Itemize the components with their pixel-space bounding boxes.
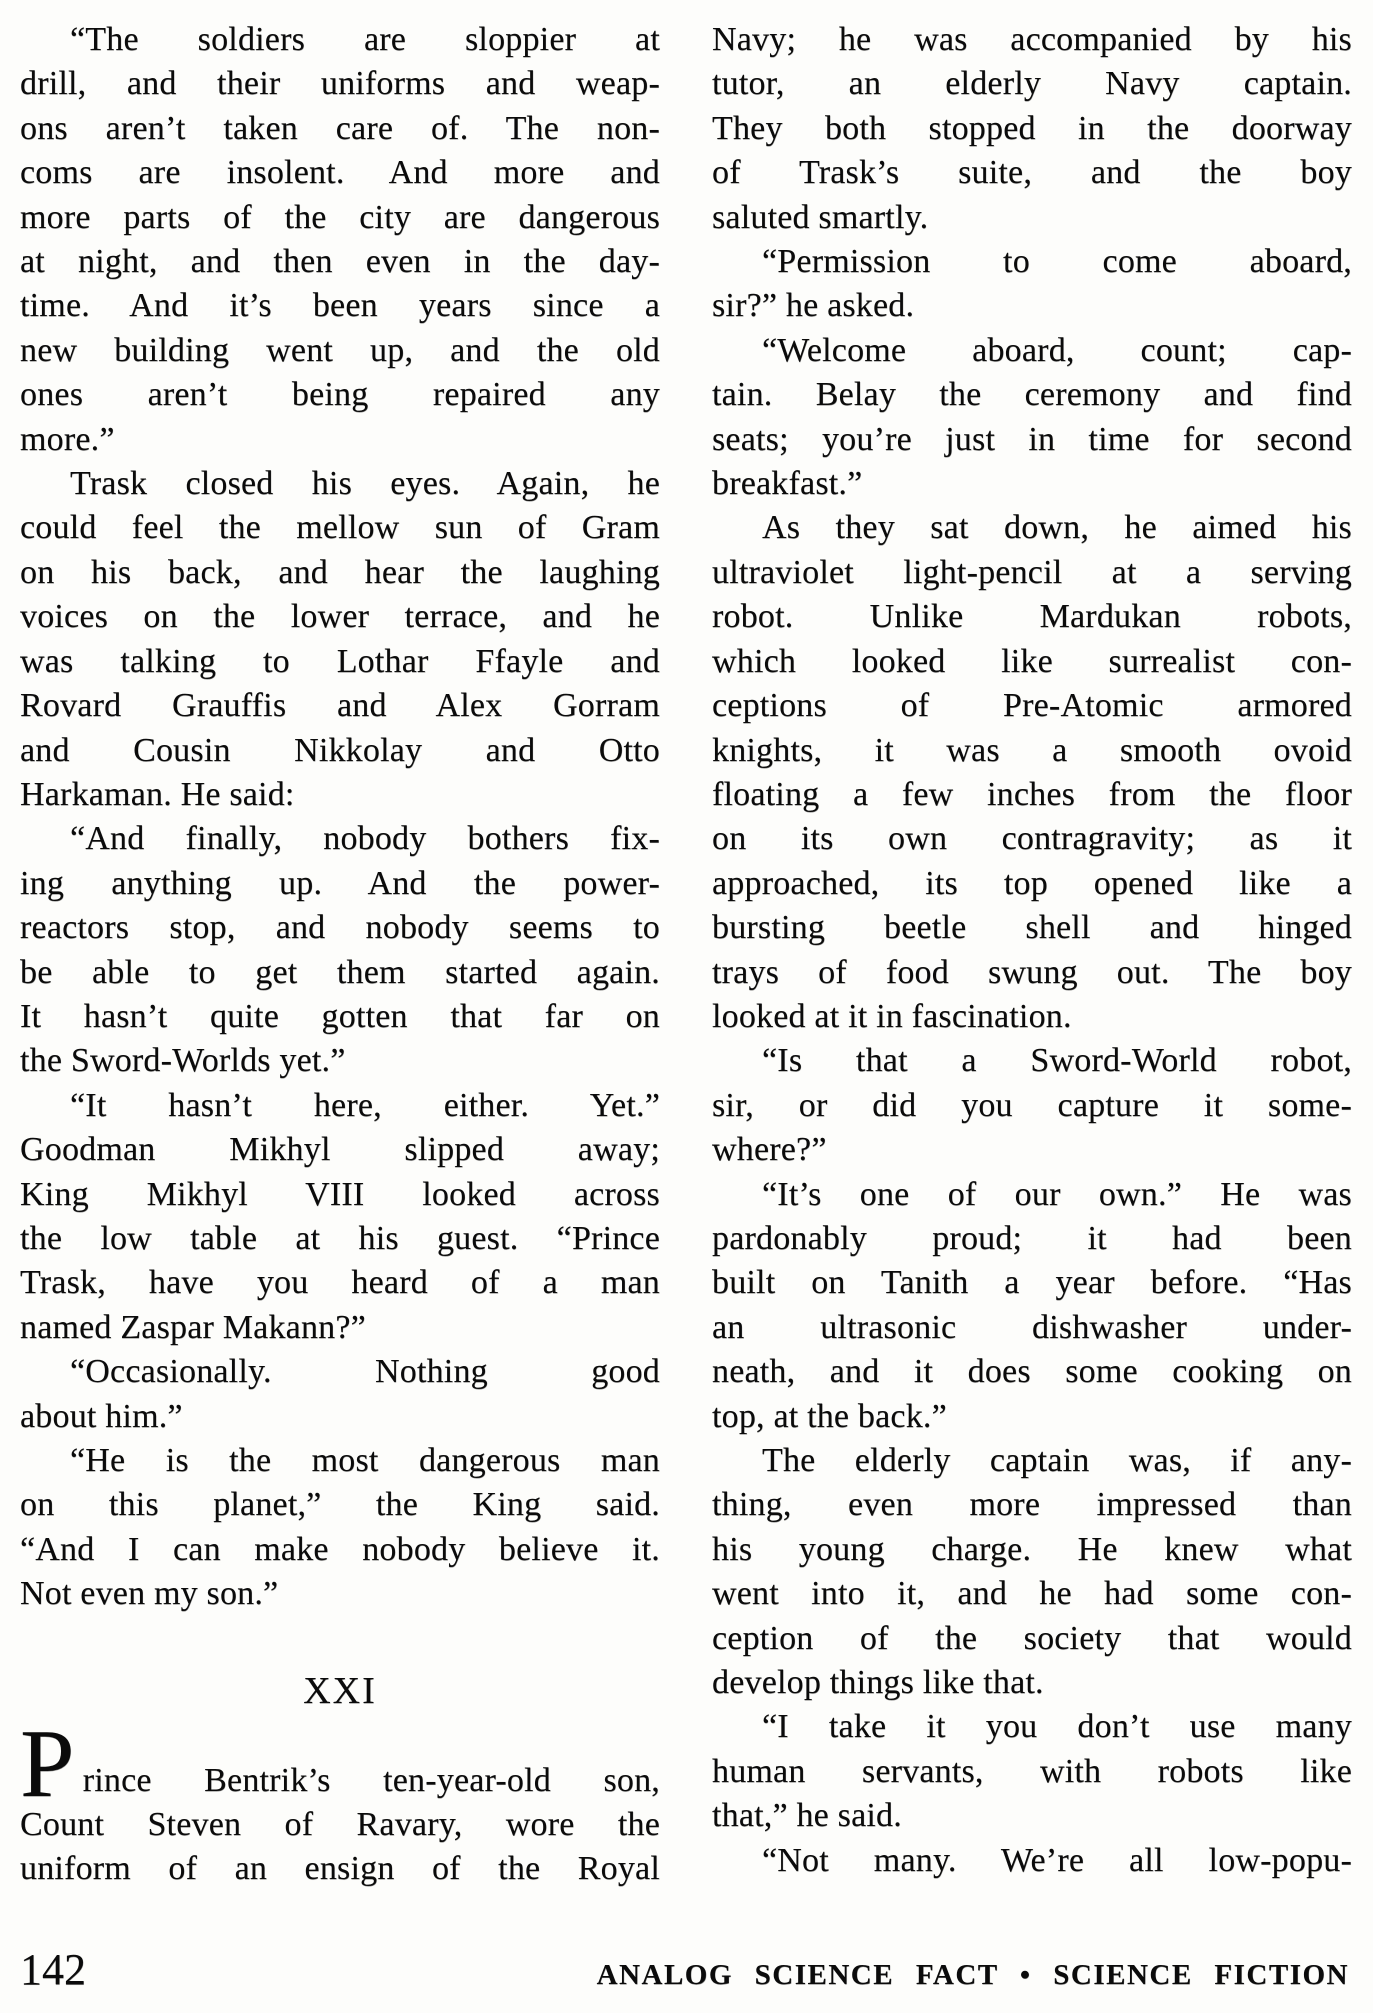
text-line: Goodman Mikhyl slipped away; [20,1131,660,1169]
text-line: be able to get them started again. [20,953,660,991]
text-line: sir, or did you capture it some- [712,1086,1352,1124]
text-line: trays of food swung out. The boy [712,953,1352,991]
paragraph [20,1709,660,1892]
paragraph [20,1084,660,1350]
text-line: Not even my son.” [20,1575,279,1613]
text-line: the low table at his guest. “Prince [20,1219,660,1257]
paragraph [712,1705,1352,1838]
text-line: thing, even more impressed than [712,1486,1352,1524]
paragraph [712,329,1352,507]
text-line: ception of the society that would [712,1619,1352,1657]
text-line: breakfast.” [712,465,863,503]
paragraph [20,462,660,817]
paragraph [712,1439,1352,1705]
text-line: Trask, have you heard of a man [20,1264,660,1302]
right-column [712,18,1352,1892]
text-line: built on Tanith a year before. “Has [712,1264,1352,1302]
text-line: uniform of an ensign of the Royal [20,1850,660,1888]
text-line: sir?” he asked. [712,287,915,325]
paragraph [712,506,1352,1039]
text-line: Count Steven of Ravary, wore the [20,1806,660,1844]
text-line: Rovard Grauffis and Alex Gorram [20,687,660,725]
text-line: time. And it’s been years since a [20,287,660,325]
text-line: The elderly captain was, if any- [762,1442,1352,1479]
text-line: reactors stop, and nobody seems to [20,909,660,947]
text-line: ceptions of Pre-Atomic armored [712,687,1352,725]
text-line: named Zaspar Makann?” [20,1308,366,1346]
text-line: “The soldiers are sloppier at [70,21,660,58]
text-line: saluted smartly. [712,198,929,236]
paragraph [20,817,660,1083]
running-footer-title: ANALOG SCIENCE FACT • SCIENCE FICTION [596,1959,1349,1991]
text-line: approached, its top opened like a [712,864,1352,902]
text-line: on his back, and hear the laughing [20,553,660,591]
text-line: “Occasionally. Nothing good [70,1353,660,1391]
text-line: and Cousin Nikkolay and Otto [20,731,660,769]
text-line: human servants, with robots like [712,1752,1352,1790]
paragraph [712,1839,1352,1883]
text-line: “He is the most dangerous man [70,1442,660,1479]
text-line: knights, it was a smooth ovoid [712,731,1352,769]
page-number: 142 [20,1945,86,1994]
text-line: develop things like that. [712,1664,1044,1702]
text-line: seats; you’re just in time for second [712,420,1352,458]
text-line: where?” [712,1131,827,1169]
chapter-heading: XXI [303,1669,377,1712]
drop-cap-initial: P [20,1709,75,1818]
text-line: “Welcome aboard, count; cap- [762,331,1352,369]
text-line: “Not many. We’re all low-popu- [762,1841,1352,1879]
text-line: King Mikhyl VIII looked across [20,1175,660,1213]
paragraph [712,1039,1352,1172]
text-line: more.” [20,420,115,458]
text-line: ons aren’t taken care of. The non- [20,109,660,147]
text-line: ultraviolet light-pencil at a serving [712,553,1352,591]
text-line: that,” he said. [712,1797,902,1835]
paragraph [712,240,1352,329]
text-line: an ultrasonic dishwasher under- [712,1308,1352,1346]
text-line: “It’s one of our own.” He was [762,1175,1352,1213]
text-line: Trask closed his eyes. Again, he [70,465,660,503]
text-line: coms are insolent. And more and [20,154,660,192]
text-line: “And I can make nobody believe it. [20,1530,660,1568]
text-line: the Sword-Worlds yet.” [20,1042,346,1080]
text-line: about him.” [20,1397,183,1435]
text-line: more parts of the city are dangerous [20,198,660,236]
text-line: pardonably proud; it had been [712,1219,1352,1257]
text-line: on this planet,” the King said. [20,1486,660,1524]
text-line: bursting beetle shell and hinged [712,909,1352,947]
text-line: on its own contragravity; as it [712,820,1352,858]
text-line: was talking to Lothar Ffayle and [20,642,660,680]
text-line: “Is that a Sword-World robot, [762,1042,1352,1080]
paragraph [712,18,1352,240]
text-line: As they sat down, he aimed his [762,509,1352,547]
text-line: “It hasn’t here, either. Yet.” [70,1086,660,1124]
text-line: at night, and then even in the day- [20,243,660,281]
text-line: of Trask’s suite, and the boy [712,154,1352,192]
text-line: ones aren’t being repaired any [20,376,660,414]
paragraph [712,1173,1352,1439]
text-line: his young charge. He knew what [712,1530,1352,1568]
text-line: neath, and it does some cooking on [712,1353,1352,1391]
text-line: “Permission to come aboard, [762,243,1352,281]
text-line: They both stopped in the doorway [712,109,1352,147]
text-line: voices on the lower terrace, and he [20,598,660,636]
text-line: looked at it in fascination. [712,997,1072,1035]
text-line: new building went up, and the old [20,331,660,369]
text-line: top, at the back.” [712,1397,947,1435]
paragraph [20,1439,660,1617]
paragraph [20,18,660,462]
text-line: Navy; he was accompanied by his [712,21,1352,58]
text-line: went into it, and he had some con- [712,1575,1352,1613]
text-line: which looked like surrealist con- [712,642,1352,680]
text-line: robot. Unlike Mardukan robots, [712,598,1352,636]
text-line: floating a few inches from the floor [712,775,1352,813]
text-line: tutor, an elderly Navy captain. [712,65,1352,103]
paragraph [20,1350,660,1439]
text-line: drill, and their uniforms and weap- [20,65,660,103]
text-line: “I take it you don’t use many [762,1708,1352,1746]
page-footer [20,1944,1349,1995]
text-line: could feel the mellow sun of Gram [20,509,660,547]
text-line: ing anything up. And the power- [20,864,660,902]
text-line: Prince Bentrik’s ten-year-old son, [20,1709,660,1818]
text-line: tain. Belay the ceremony and find [712,376,1352,414]
text-line: It hasn’t quite gotten that far on [20,997,660,1035]
text-line: “And finally, nobody bothers fix- [70,820,660,858]
left-column [20,18,660,1892]
text-line: Harkaman. He said: [20,775,295,813]
